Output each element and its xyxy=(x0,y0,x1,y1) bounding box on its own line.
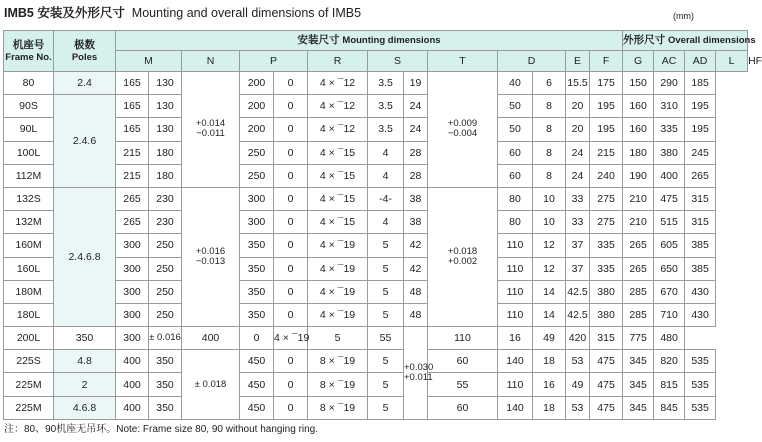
e-cell: 80 xyxy=(498,187,533,210)
m-cell: 350 xyxy=(54,327,116,350)
p-cell: 350 xyxy=(240,234,274,257)
n-tolerance: ± 0.016 xyxy=(149,327,182,350)
ad-cell: 345 xyxy=(623,350,654,373)
p-cell: 200 xyxy=(240,118,274,141)
f-cell: 8 xyxy=(533,95,566,118)
s-cell: 4 × ¯19 xyxy=(308,280,368,303)
r-cell: 0 xyxy=(274,280,308,303)
table-row xyxy=(4,280,748,303)
t-cell: 5 xyxy=(368,373,404,396)
poles-cell: 4.8 xyxy=(54,350,116,373)
col-header-f: F xyxy=(590,51,623,72)
ad-cell: 190 xyxy=(623,164,654,187)
header-mounting: 安装尺寸 Mounting dimensions xyxy=(116,31,623,51)
s-cell: 4 × ¯19 xyxy=(308,257,368,280)
t-cell: 3.5 xyxy=(368,95,404,118)
s-cell: 4 × ¯19 xyxy=(308,303,368,326)
e-cell: 50 xyxy=(498,95,533,118)
ac-cell: 195 xyxy=(590,118,623,141)
p-cell: 350 xyxy=(240,280,274,303)
ac-cell: 475 xyxy=(590,350,623,373)
frame-cell: 180M xyxy=(4,280,54,303)
e-cell: 110 xyxy=(498,257,533,280)
hf-cell: 430 xyxy=(685,303,716,326)
g-cell: 24 xyxy=(566,141,590,164)
poles-cell: 2.4.6 xyxy=(54,95,116,188)
frame-cell: 200L xyxy=(4,327,54,350)
col-header-ac: AC xyxy=(654,51,685,72)
ac-cell: 475 xyxy=(590,373,623,396)
d-cell: 60 xyxy=(428,350,498,373)
t-cell: 4 xyxy=(368,211,404,234)
s-cell: 4 × ¯12 xyxy=(308,118,368,141)
s-cell: 4 × ¯15 xyxy=(308,164,368,187)
d-cell: 55 xyxy=(368,327,404,350)
ad-cell: 345 xyxy=(623,373,654,396)
d-cell: 42 xyxy=(404,257,428,280)
col-header-t: T xyxy=(428,51,498,72)
l-cell: 400 xyxy=(654,164,685,187)
hf-cell: 265 xyxy=(685,164,716,187)
d-tolerance: +0.018 +0.002 xyxy=(428,187,498,326)
d-cell: 38 xyxy=(404,211,428,234)
p-cell: 200 xyxy=(240,72,274,95)
p-cell: 200 xyxy=(240,95,274,118)
ad-cell: 160 xyxy=(623,95,654,118)
n-cell: 130 xyxy=(149,95,182,118)
l-cell: 815 xyxy=(654,373,685,396)
n-cell: 230 xyxy=(149,211,182,234)
f-cell: 8 xyxy=(533,141,566,164)
m-cell: 165 xyxy=(116,95,149,118)
p-cell: 350 xyxy=(240,303,274,326)
unit-label: (mm) xyxy=(673,11,694,21)
l-cell: 380 xyxy=(654,141,685,164)
m-cell: 265 xyxy=(116,187,149,210)
s-cell: 8 × ¯19 xyxy=(308,350,368,373)
t-cell: 5 xyxy=(308,327,368,350)
poles-cell: 2.4.6.8 xyxy=(54,187,116,326)
table-row xyxy=(4,164,748,187)
r-cell: 0 xyxy=(274,164,308,187)
d-cell: 60 xyxy=(428,396,498,419)
g-cell: 37 xyxy=(566,257,590,280)
ad-cell: 210 xyxy=(623,187,654,210)
header-overall: 外形尺寸 Overall dimensions xyxy=(623,31,748,51)
frame-cell: 160L xyxy=(4,257,54,280)
p-cell: 350 xyxy=(240,257,274,280)
t-cell: 5 xyxy=(368,350,404,373)
f-cell: 16 xyxy=(498,327,533,350)
l-cell: 775 xyxy=(623,327,654,350)
col-header-l: L xyxy=(716,51,748,72)
f-cell: 12 xyxy=(533,234,566,257)
frame-cell: 80 xyxy=(4,72,54,95)
m-cell: 165 xyxy=(116,72,149,95)
ad-cell: 150 xyxy=(623,72,654,95)
f-cell: 8 xyxy=(533,118,566,141)
g-cell: 53 xyxy=(566,396,590,419)
r-cell: 0 xyxy=(274,95,308,118)
ad-cell: 180 xyxy=(623,141,654,164)
ac-cell: 380 xyxy=(590,280,623,303)
e-cell: 60 xyxy=(498,141,533,164)
m-cell: 400 xyxy=(116,396,149,419)
l-cell: 310 xyxy=(654,95,685,118)
n-cell: 250 xyxy=(149,303,182,326)
ad-cell: 210 xyxy=(623,211,654,234)
t-cell: 5 xyxy=(368,257,404,280)
g-cell: 33 xyxy=(566,211,590,234)
col-header-r: R xyxy=(308,51,368,72)
ac-cell: 215 xyxy=(590,141,623,164)
n-tolerance: ± 0.018 xyxy=(182,350,240,420)
hf-cell: 480 xyxy=(654,327,685,350)
frame-cell: 225M xyxy=(4,373,54,396)
r-cell: 0 xyxy=(274,396,308,419)
col-header-d: D xyxy=(498,51,566,72)
l-cell: 335 xyxy=(654,118,685,141)
m-cell: 300 xyxy=(116,234,149,257)
l-cell: 820 xyxy=(654,350,685,373)
d-cell: 38 xyxy=(404,187,428,210)
s-cell: 4 × ¯19 xyxy=(274,327,308,350)
table-row xyxy=(4,373,748,396)
m-cell: 265 xyxy=(116,211,149,234)
m-cell: 300 xyxy=(116,257,149,280)
d-cell: 19 xyxy=(404,72,428,95)
d-tolerance: +0.009 −0.004 xyxy=(428,72,498,188)
hf-cell: 315 xyxy=(685,187,716,210)
l-cell: 710 xyxy=(654,303,685,326)
f-cell: 8 xyxy=(533,164,566,187)
frame-cell: 132M xyxy=(4,211,54,234)
frame-cell: 225M xyxy=(4,396,54,419)
n-cell: 230 xyxy=(149,187,182,210)
table-row xyxy=(4,95,748,118)
frame-cell: 225S xyxy=(4,350,54,373)
s-cell: 4 × ¯12 xyxy=(308,72,368,95)
r-cell: 0 xyxy=(274,350,308,373)
n-cell: 300 xyxy=(116,327,149,350)
ac-cell: 420 xyxy=(566,327,590,350)
hf-cell: 535 xyxy=(685,350,716,373)
ac-cell: 195 xyxy=(590,95,623,118)
m-cell: 215 xyxy=(116,141,149,164)
n-cell: 250 xyxy=(149,280,182,303)
m-cell: 400 xyxy=(116,350,149,373)
t-cell: 3.5 xyxy=(368,118,404,141)
title-en: Mounting and overall dimensions of IMB5 xyxy=(131,6,362,20)
n-cell: 250 xyxy=(149,234,182,257)
r-cell: 0 xyxy=(274,72,308,95)
header-frame: 机座号 Frame No. xyxy=(4,31,54,72)
ac-cell: 335 xyxy=(590,234,623,257)
header-poles: 极数 Poles xyxy=(54,31,116,72)
g-cell: 24 xyxy=(566,164,590,187)
f-cell: 10 xyxy=(533,187,566,210)
p-cell: 300 xyxy=(240,187,274,210)
f-cell: 14 xyxy=(533,303,566,326)
f-cell: 18 xyxy=(533,350,566,373)
table-row xyxy=(4,141,748,164)
n-tolerance: +0.014 −0.011 xyxy=(182,72,240,188)
ad-cell: 265 xyxy=(623,234,654,257)
ac-cell: 175 xyxy=(590,72,623,95)
hf-cell: 315 xyxy=(685,211,716,234)
d-cell: 24 xyxy=(404,95,428,118)
poles-cell: 2 xyxy=(54,373,116,396)
n-cell: 180 xyxy=(149,164,182,187)
e-cell: 140 xyxy=(498,396,533,419)
n-tolerance: +0.016 −0.013 xyxy=(182,187,240,326)
f-cell: 6 xyxy=(533,72,566,95)
p-cell: 250 xyxy=(240,141,274,164)
col-header-e: E xyxy=(566,51,590,72)
table-row xyxy=(4,72,748,95)
m-cell: 215 xyxy=(116,164,149,187)
f-cell: 16 xyxy=(533,373,566,396)
table-row xyxy=(4,118,748,141)
col-header-ad: AD xyxy=(685,51,716,72)
r-cell: 0 xyxy=(240,327,274,350)
ad-cell: 345 xyxy=(623,396,654,419)
d-cell: 48 xyxy=(404,280,428,303)
t-cell: 4 xyxy=(368,141,404,164)
n-cell: 350 xyxy=(149,396,182,419)
e-cell: 110 xyxy=(428,327,498,350)
title-cn: IMB5 安装及外形尺寸 xyxy=(4,6,125,20)
r-cell: 0 xyxy=(274,303,308,326)
p-cell: 450 xyxy=(240,350,274,373)
d-tolerance: +0.030 +0.011 xyxy=(404,327,428,420)
hf-cell: 195 xyxy=(685,118,716,141)
ac-cell: 275 xyxy=(590,187,623,210)
g-cell: 15.5 xyxy=(566,72,590,95)
t-cell: 5 xyxy=(368,280,404,303)
t-cell: 3.5 xyxy=(368,72,404,95)
ac-cell: 380 xyxy=(590,303,623,326)
ad-cell: 160 xyxy=(623,118,654,141)
e-cell: 80 xyxy=(498,211,533,234)
l-cell: 475 xyxy=(654,187,685,210)
t-cell: -4- xyxy=(368,187,404,210)
e-cell: 50 xyxy=(498,118,533,141)
s-cell: 4 × ¯15 xyxy=(308,187,368,210)
hf-cell: 245 xyxy=(685,141,716,164)
t-cell: 5 xyxy=(368,303,404,326)
d-cell: 28 xyxy=(404,164,428,187)
table-row xyxy=(4,187,748,210)
f-cell: 12 xyxy=(533,257,566,280)
p-cell: 250 xyxy=(240,164,274,187)
n-cell: 350 xyxy=(149,373,182,396)
hf-cell: 385 xyxy=(685,257,716,280)
s-cell: 4 × ¯15 xyxy=(308,211,368,234)
e-cell: 110 xyxy=(498,373,533,396)
e-cell: 110 xyxy=(498,303,533,326)
m-cell: 300 xyxy=(116,303,149,326)
d-cell: 55 xyxy=(428,373,498,396)
p-cell: 300 xyxy=(240,211,274,234)
ac-cell: 335 xyxy=(590,257,623,280)
m-cell: 400 xyxy=(116,373,149,396)
t-cell: 5 xyxy=(368,396,404,419)
g-cell: 20 xyxy=(566,95,590,118)
g-cell: 42.5 xyxy=(566,280,590,303)
col-header-m: M xyxy=(116,51,182,72)
s-cell: 8 × ¯19 xyxy=(308,373,368,396)
table-row xyxy=(4,350,748,373)
frame-cell: 132S xyxy=(4,187,54,210)
s-cell: 8 × ¯19 xyxy=(308,396,368,419)
r-cell: 0 xyxy=(274,373,308,396)
r-cell: 0 xyxy=(274,187,308,210)
r-cell: 0 xyxy=(274,257,308,280)
table-row xyxy=(4,234,748,257)
ad-cell: 315 xyxy=(590,327,623,350)
ad-cell: 285 xyxy=(623,280,654,303)
r-cell: 0 xyxy=(274,141,308,164)
l-cell: 290 xyxy=(654,72,685,95)
hf-cell: 430 xyxy=(685,280,716,303)
m-cell: 300 xyxy=(116,280,149,303)
hf-cell: 385 xyxy=(685,234,716,257)
table-row xyxy=(4,303,748,326)
ad-cell: 285 xyxy=(623,303,654,326)
e-cell: 140 xyxy=(498,350,533,373)
g-cell: 49 xyxy=(566,373,590,396)
frame-cell: 90S xyxy=(4,95,54,118)
g-cell: 33 xyxy=(566,187,590,210)
d-cell: 42 xyxy=(404,234,428,257)
p-cell: 400 xyxy=(182,327,240,350)
m-cell: 165 xyxy=(116,118,149,141)
n-cell: 130 xyxy=(149,72,182,95)
g-cell: 42.5 xyxy=(566,303,590,326)
e-cell: 60 xyxy=(498,164,533,187)
frame-cell: 100L xyxy=(4,141,54,164)
d-cell: 48 xyxy=(404,303,428,326)
f-cell: 18 xyxy=(533,396,566,419)
t-cell: 5 xyxy=(368,234,404,257)
d-cell: 28 xyxy=(404,141,428,164)
table-row xyxy=(4,211,748,234)
l-cell: 670 xyxy=(654,280,685,303)
frame-cell: 112M xyxy=(4,164,54,187)
n-cell: 350 xyxy=(149,350,182,373)
f-cell: 14 xyxy=(533,280,566,303)
l-cell: 650 xyxy=(654,257,685,280)
g-cell: 49 xyxy=(533,327,566,350)
ac-cell: 240 xyxy=(590,164,623,187)
n-cell: 250 xyxy=(149,257,182,280)
e-cell: 110 xyxy=(498,234,533,257)
poles-cell: 2.4 xyxy=(54,72,116,95)
r-cell: 0 xyxy=(274,234,308,257)
col-header-g: G xyxy=(623,51,654,72)
d-cell: 24 xyxy=(404,118,428,141)
f-cell: 10 xyxy=(533,211,566,234)
l-cell: 605 xyxy=(654,234,685,257)
ad-cell: 265 xyxy=(623,257,654,280)
table-row xyxy=(4,257,748,280)
frame-cell: 180L xyxy=(4,303,54,326)
l-cell: 515 xyxy=(654,211,685,234)
poles-cell: 4.6.8 xyxy=(54,396,116,419)
l-cell: 845 xyxy=(654,396,685,419)
table-row xyxy=(4,396,748,419)
g-cell: 20 xyxy=(566,118,590,141)
s-cell: 4 × ¯12 xyxy=(308,95,368,118)
footnote: 注：80、90机座无吊环。Note: Frame size 80, 90 without hanging ring. xyxy=(4,424,319,435)
frame-cell: 160M xyxy=(4,234,54,257)
r-cell: 0 xyxy=(274,211,308,234)
col-header-p: P xyxy=(240,51,308,72)
g-cell: 37 xyxy=(566,234,590,257)
ac-cell: 475 xyxy=(590,396,623,419)
table-row xyxy=(4,327,748,350)
hf-cell: 185 xyxy=(685,72,716,95)
col-header-s: S xyxy=(368,51,428,72)
hf-cell: 195 xyxy=(685,95,716,118)
t-cell: 4 xyxy=(368,164,404,187)
frame-cell: 90L xyxy=(4,118,54,141)
e-cell: 40 xyxy=(498,72,533,95)
n-cell: 180 xyxy=(149,141,182,164)
e-cell: 110 xyxy=(498,280,533,303)
hf-cell: 535 xyxy=(685,373,716,396)
n-cell: 130 xyxy=(149,118,182,141)
r-cell: 0 xyxy=(274,118,308,141)
hf-cell: 535 xyxy=(685,396,716,419)
col-header-n: N xyxy=(182,51,240,72)
p-cell: 450 xyxy=(240,396,274,419)
ac-cell: 275 xyxy=(590,211,623,234)
p-cell: 450 xyxy=(240,373,274,396)
s-cell: 4 × ¯15 xyxy=(308,141,368,164)
s-cell: 4 × ¯19 xyxy=(308,234,368,257)
g-cell: 53 xyxy=(566,350,590,373)
page-title xyxy=(4,3,361,21)
dimensions-table: 机座号 Frame No. 极数 Poles 安装尺寸 Mounting dimensions 外形尺寸 Overall dimensions M N P R S T D E F G AC AD L HF 80 2.4 165 130 +0.014 −0.011 200 0 4 × ¯12 3.5 19 +0.009 −0.004 40 6 15.5 175 150 290 185 90S 2.4.6 165 130 200 0 4 × ¯12 3.5 24 50 8 20 195 160 310 195 90L 165 130 200 0 4 × ¯12 3.5 24 50 8 20 195 160 335 195 100L 215 180 250 0 4 × ¯15 4 28 60 8 24 215 180 380 245 112M 215 180 250 0 4 × ¯15 4 28 60 8 24 240 190 400 265 132S 2.4.6.8 265 230 +0.016 −0.013 300 0 4 × ¯15 -4- 38 +0.018 +0.002 80 10 33 275 210 475 315 132M 265 230 300 0 4 × ¯15 4 38 80 10 33 275 210 515 315 160M 300 250 350 0 4 × ¯19 5 42 110 12 37 335 265 605 385 160L 300 250 350 0 4 × ¯19 5 42 110 12 37 335 265 650 385 180M 300 250 350 0 4 × ¯19 5 48 110 14 42.5 380 285 670 430 180L 300 250 350 0 4 × ¯19 5 48 110 14 42.5 380 285 710 430 200L 350 300 ± 0.016 400 0 4 × ¯19 5 55 +0.030 +0.011 110 16 49 420 315 775 480 225S 4.8 400 350 ± 0.018 450 0 8 × ¯19 5 60 140 18 53 475 345 820 535 225M 2 400 350 450 0 8 × ¯19 5 55 110 16 49 475 345 815 535 225M 4.6.8 400 350 450 0 8 × ¯19 5 60 140 18 53 475 345 845 535 xyxy=(3,30,748,420)
